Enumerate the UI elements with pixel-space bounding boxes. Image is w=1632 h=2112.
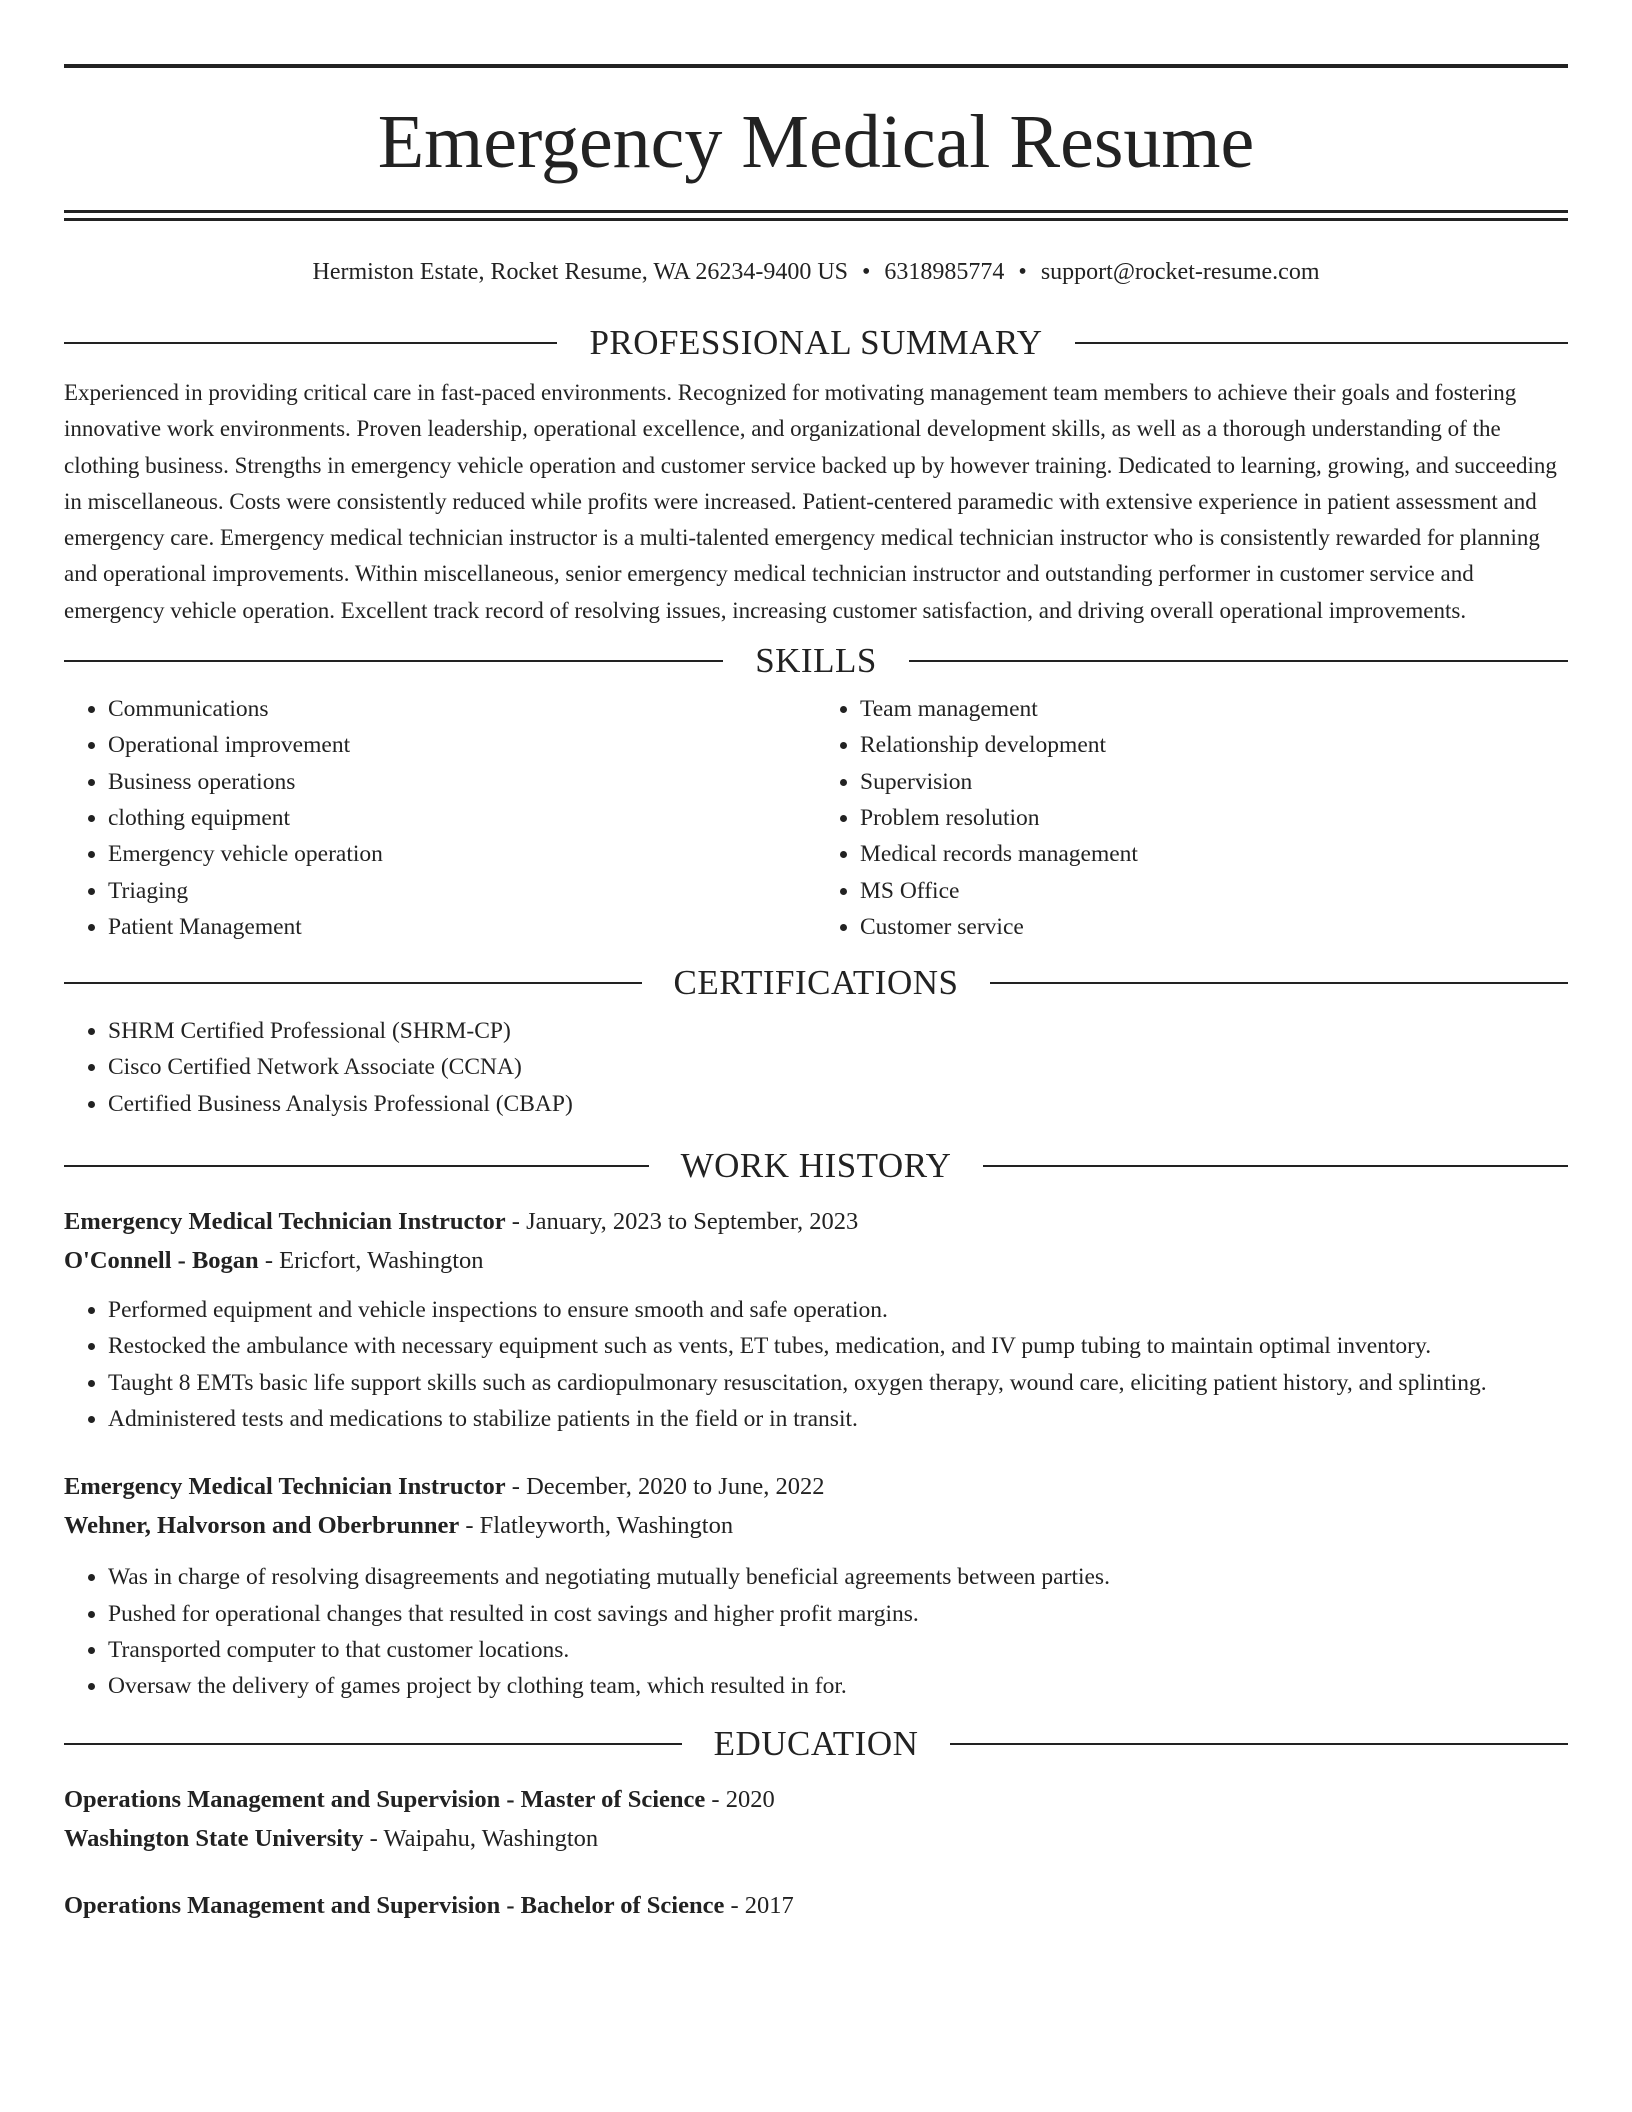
job-title: Emergency Medical Technician Instructor bbox=[64, 1208, 506, 1236]
job-bullet: • Restocked the ambulance with necessary equipment such as vents, ET tubes, medication, and IV pump tubing to maintain optimal inventory. bbox=[108, 1328, 1568, 1364]
skills-list-right bbox=[816, 691, 1568, 945]
job-dates: December, 2020 to June, 2022 bbox=[526, 1473, 825, 1501]
contact-separator: • bbox=[1018, 259, 1027, 285]
skill-item: • Operational improvement bbox=[108, 727, 816, 763]
heading-rule-left bbox=[64, 1743, 682, 1745]
contact-address: Hermiston Estate, Rocket Resume, WA 26234-9400 US bbox=[312, 259, 848, 285]
skill-item: • Customer service bbox=[860, 909, 1568, 945]
education-year: 2020 bbox=[725, 1786, 775, 1814]
job-bullet: • Oversaw the delivery of games project by clothing team, which resulted in for. bbox=[108, 1668, 1568, 1704]
skill-item: • Communications bbox=[108, 691, 816, 727]
skill-item: • clothing equipment bbox=[108, 800, 816, 836]
education-entry bbox=[64, 1780, 1568, 1858]
job-bullet: • Was in charge of resolving disagreements and negotiating mutually beneficial agreements between parties. bbox=[108, 1559, 1568, 1595]
job-company-line: Wehner, Halvorson and Oberbrunner - Flatleyworth, Washington bbox=[64, 1512, 734, 1540]
summary-heading bbox=[64, 323, 1568, 363]
job-bullets bbox=[64, 1292, 1568, 1437]
education-heading bbox=[64, 1724, 1568, 1764]
job-location: Flatleyworth, Washington bbox=[479, 1512, 734, 1540]
work-history-heading bbox=[64, 1146, 1568, 1186]
heading-rule-right bbox=[983, 1165, 1568, 1167]
education-degree-line: Operations Management and Supervision - Bachelor of Science - 2017 bbox=[64, 1892, 794, 1920]
contact-line bbox=[64, 257, 1568, 287]
skills-columns bbox=[64, 691, 1568, 945]
skill-item: • Patient Management bbox=[108, 909, 816, 945]
skills-heading-label: SKILLS bbox=[755, 641, 877, 681]
job-bullet: • Performed equipment and vehicle inspections to ensure smooth and safe operation. bbox=[108, 1292, 1568, 1328]
skill-item: • Triaging bbox=[108, 873, 816, 909]
education-heading-label: EDUCATION bbox=[713, 1724, 919, 1764]
certifications-heading-label: CERTIFICATIONS bbox=[673, 963, 959, 1003]
job-title-line: Emergency Medical Technician Instructor - December, 2020 to June, 2022 bbox=[64, 1473, 825, 1501]
job-company-line: O'Connell - Bogan - Ericfort, Washington bbox=[64, 1247, 484, 1275]
education-degree: Operations Management and Supervision - Bachelor of Science bbox=[64, 1892, 725, 1920]
job-bullet: • Taught 8 EMTs basic life support skills such as cardiopulmonary resuscitation, oxygen therapy, wound care, eliciting patient history, and splinting. bbox=[108, 1365, 1568, 1401]
skill-item: • Team management bbox=[860, 691, 1568, 727]
heading-rule-left bbox=[64, 660, 723, 662]
summary-heading-label: PROFESSIONAL SUMMARY bbox=[589, 323, 1043, 362]
job-entry bbox=[64, 1202, 1568, 1437]
job-bullets bbox=[64, 1559, 1568, 1704]
resume-title: Emergency Medical Resume bbox=[377, 100, 1255, 184]
certifications-heading bbox=[64, 963, 1568, 1003]
heading-rule-left bbox=[64, 1165, 649, 1167]
contact-phone: 6318985774 bbox=[884, 259, 1005, 285]
education-entry bbox=[64, 1886, 1568, 1925]
skill-item: • MS Office bbox=[860, 873, 1568, 909]
job-title: Emergency Medical Technician Instructor bbox=[64, 1473, 506, 1501]
contact-separator: • bbox=[862, 259, 871, 285]
heading-rule-right bbox=[990, 982, 1568, 984]
certification-item: • Certified Business Analysis Professional (CBAP) bbox=[108, 1086, 1568, 1122]
skill-item: • Supervision bbox=[860, 764, 1568, 800]
heading-rule-left bbox=[64, 982, 642, 984]
education-school: Washington State University bbox=[64, 1825, 364, 1853]
heading-rule-right bbox=[909, 660, 1568, 662]
education-location: Waipahu, Washington bbox=[383, 1825, 599, 1853]
double-rule bbox=[64, 210, 1568, 221]
work-history-heading-label: WORK HISTORY bbox=[680, 1146, 952, 1186]
job-location: Ericfort, Washington bbox=[279, 1247, 484, 1275]
job-bullet: • Administered tests and medications to stabilize patients in the field or in transit. bbox=[108, 1401, 1568, 1437]
skill-item: • Business operations bbox=[108, 764, 816, 800]
certification-item: • Cisco Certified Network Associate (CCNA) bbox=[108, 1049, 1568, 1085]
skill-item: • Emergency vehicle operation bbox=[108, 836, 816, 872]
job-dates: January, 2023 to September, 2023 bbox=[526, 1208, 859, 1236]
job-bullet: • Pushed for operational changes that resulted in cost savings and higher profit margins. bbox=[108, 1596, 1568, 1632]
education-degree-line: Operations Management and Supervision - Master of Science - 2020 bbox=[64, 1786, 775, 1814]
resume-page bbox=[64, 64, 1568, 1925]
education-year: 2017 bbox=[744, 1892, 794, 1920]
contact-email[interactable]: support@rocket-resume.com bbox=[1040, 259, 1320, 285]
heading-rule-right bbox=[1075, 342, 1568, 344]
education-school-line: Washington State University - Waipahu, Washington bbox=[64, 1825, 599, 1853]
job-company: Wehner, Halvorson and Oberbrunner bbox=[64, 1512, 460, 1540]
certification-item: • SHRM Certified Professional (SHRM-CP) bbox=[108, 1013, 1568, 1049]
skills-list-left bbox=[64, 691, 816, 945]
skill-item: • Medical records management bbox=[860, 836, 1568, 872]
job-bullet: • Transported computer to that customer locations. bbox=[108, 1632, 1568, 1668]
job-company: O'Connell - Bogan bbox=[64, 1247, 259, 1275]
job-title-line: Emergency Medical Technician Instructor - January, 2023 to September, 2023 bbox=[64, 1208, 859, 1236]
skill-item: • Problem resolution bbox=[860, 800, 1568, 836]
summary-text: Experienced in providing critical care in fast-paced environments. Recognized for motivating management team members to achieve their goals and fostering innovative work environments. Proven leadership, operational excellence, and organizational development skills, as well as a thorough understanding of the clothing business. Strengths in emergency vehicle operation and customer service backed up by however training. Dedicated to learning, growing, and succeeding in miscellaneous. Costs were consistently reduced while profits were increased. Patient-centered paramedic with extensive experience in patient assessment and emergency care. Emergency medical technician instructor is a multi-talented emergency medical technician instructor who is consistently rewarded for planning and operational improvements. Within miscellaneous, senior emergency medical technician instructor and outstanding performer in customer service and emergency vehicle operation. Excellent track record of resolving issues, increasing customer satisfaction, and driving overall operational improvements. bbox=[64, 380, 1557, 623]
education-degree: Operations Management and Supervision - Master of Science bbox=[64, 1786, 706, 1814]
skills-heading bbox=[64, 641, 1568, 681]
top-rule bbox=[64, 64, 1568, 68]
job-entry bbox=[64, 1467, 1568, 1704]
heading-rule-left bbox=[64, 342, 557, 344]
certifications-list bbox=[64, 1013, 1568, 1122]
skill-item: • Relationship development bbox=[860, 727, 1568, 763]
heading-rule-right bbox=[950, 1743, 1568, 1745]
